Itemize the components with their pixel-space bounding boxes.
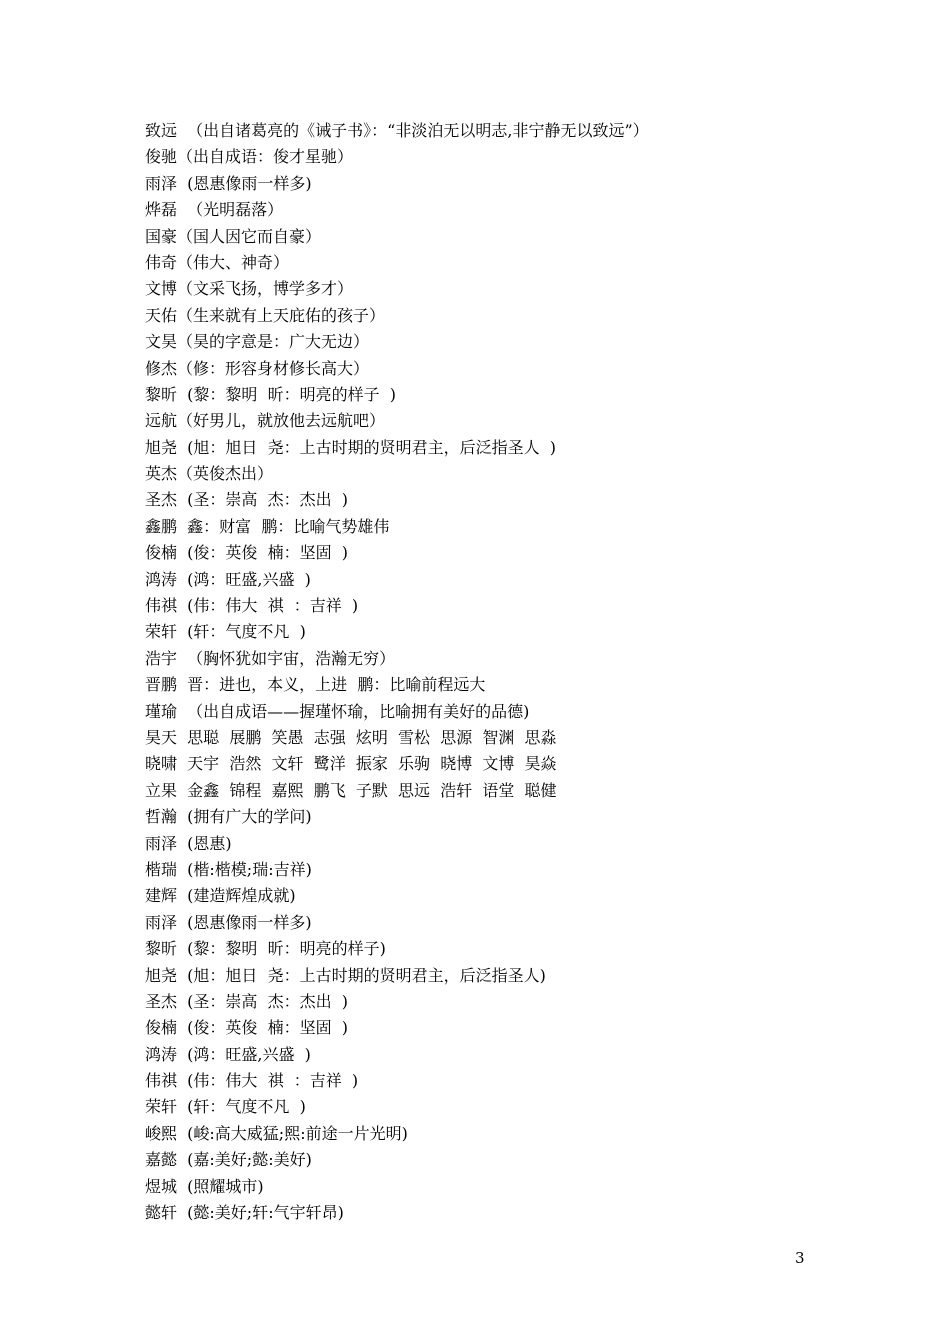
text-line: 远航（好男儿，就放他去远航吧） — [145, 411, 386, 431]
text-line: 俊楠 (俊：英俊 楠：坚固 ) — [145, 543, 349, 563]
text-line: 晋鹏 晋：进也，本义，上进 鹏：比喻前程远大 — [145, 675, 486, 695]
text-line: 致远 （出自诸葛亮的《诫子书》：“非淡泊无以明志,非宁静无以致远”） — [145, 121, 649, 140]
text-line: 荣轩 (轩：气度不凡 ) — [145, 1097, 306, 1117]
text-line: 文博（文采飞扬，博学多才） — [145, 279, 354, 299]
name-list — [145, 118, 865, 1226]
text-line: 懿轩 (懿:美好;轩:气宇轩昂) — [145, 1203, 344, 1223]
text-line: 昊天 思聪 展鹏 笑愚 志强 炫明 雪松 思源 智渊 思淼 — [145, 727, 557, 747]
text-line: 鑫鹏 鑫：财富 鹏：比喻气势雄伟 — [145, 516, 390, 536]
text-line: 英杰（英俊杰出） — [145, 464, 274, 484]
text-line: 雨泽 (恩惠像雨一样多) — [145, 173, 312, 193]
text-line: 立果 金鑫 锦程 嘉熙 鹏飞 子默 思远 浩轩 语堂 聪健 — [145, 780, 557, 800]
text-line: 晓啸 天宇 浩然 文轩 鹭洋 振家 乐驹 晓博 文博 昊焱 — [145, 754, 557, 774]
text-line: 鸿涛 (鸿：旺盛,兴盛 ) — [145, 569, 311, 589]
text-line: 伟祺 (伟：伟大 祺 ：吉祥 ) — [145, 1071, 359, 1091]
text-line: 哲瀚 (拥有广大的学问) — [145, 807, 312, 827]
text-line: 雨泽 (恩惠像雨一样多) — [145, 912, 312, 932]
text-line: 烨磊 （光明磊落） — [145, 200, 284, 220]
text-line: 圣杰 (圣：崇高 杰：杰出 ) — [145, 490, 349, 510]
text-line: 俊楠 (俊：英俊 楠：坚固 ) — [145, 1018, 349, 1038]
text-line: 圣杰 (圣：崇高 杰：杰出 ) — [145, 991, 349, 1011]
text-line: 浩宇 （胸怀犹如宇宙，浩瀚无穷） — [145, 648, 396, 668]
text-line: 鸿涛 (鸿：旺盛,兴盛 ) — [145, 1044, 311, 1064]
text-line: 黎昕 (黎：黎明 昕：明亮的样子) — [145, 939, 386, 959]
text-line: 雨泽 (恩惠) — [145, 833, 232, 853]
text-line: 俊驰（出自成语：俊才星驰） — [145, 147, 354, 167]
text-line: 楷瑞 (楷:楷模;瑞:吉祥) — [145, 859, 312, 879]
text-line: 旭尧 (旭：旭日 尧：上古时期的贤明君主，后泛指圣人) — [145, 965, 546, 985]
text-line: 煜城 (照耀城市) — [145, 1176, 264, 1196]
text-line: 国豪（国人因它而自豪） — [145, 226, 322, 246]
text-line: 建辉 (建造辉煌成就) — [145, 886, 296, 906]
text-line: 修杰（修：形容身材修长高大） — [145, 358, 370, 378]
page-number: 3 — [795, 1249, 805, 1267]
text-line: 文昊（昊的字意是：广大无边） — [145, 332, 370, 352]
text-line: 黎昕 (黎：黎明 昕：明亮的样子 ) — [145, 384, 397, 404]
text-line: 瑾瑜 （出自成语——握瑾怀瑜，比喻拥有美好的品德) — [145, 701, 530, 721]
text-line: 天佑（生来就有上天庇佑的孩子） — [145, 305, 386, 325]
text-line: 峻熙 (峻:高大威猛;熙:前途一片光明) — [145, 1123, 408, 1143]
text-line: 荣轩 (轩：气度不凡 ) — [145, 622, 306, 642]
text-line: 伟祺 (伟：伟大 祺 ：吉祥 ) — [145, 596, 359, 616]
text-line: 嘉懿 (嘉:美好;懿:美好) — [145, 1150, 312, 1170]
text-line: 旭尧 (旭：旭日 尧：上古时期的贤明君主，后泛指圣人 ) — [145, 437, 557, 457]
text-line: 伟奇（伟大、神奇） — [145, 252, 290, 272]
